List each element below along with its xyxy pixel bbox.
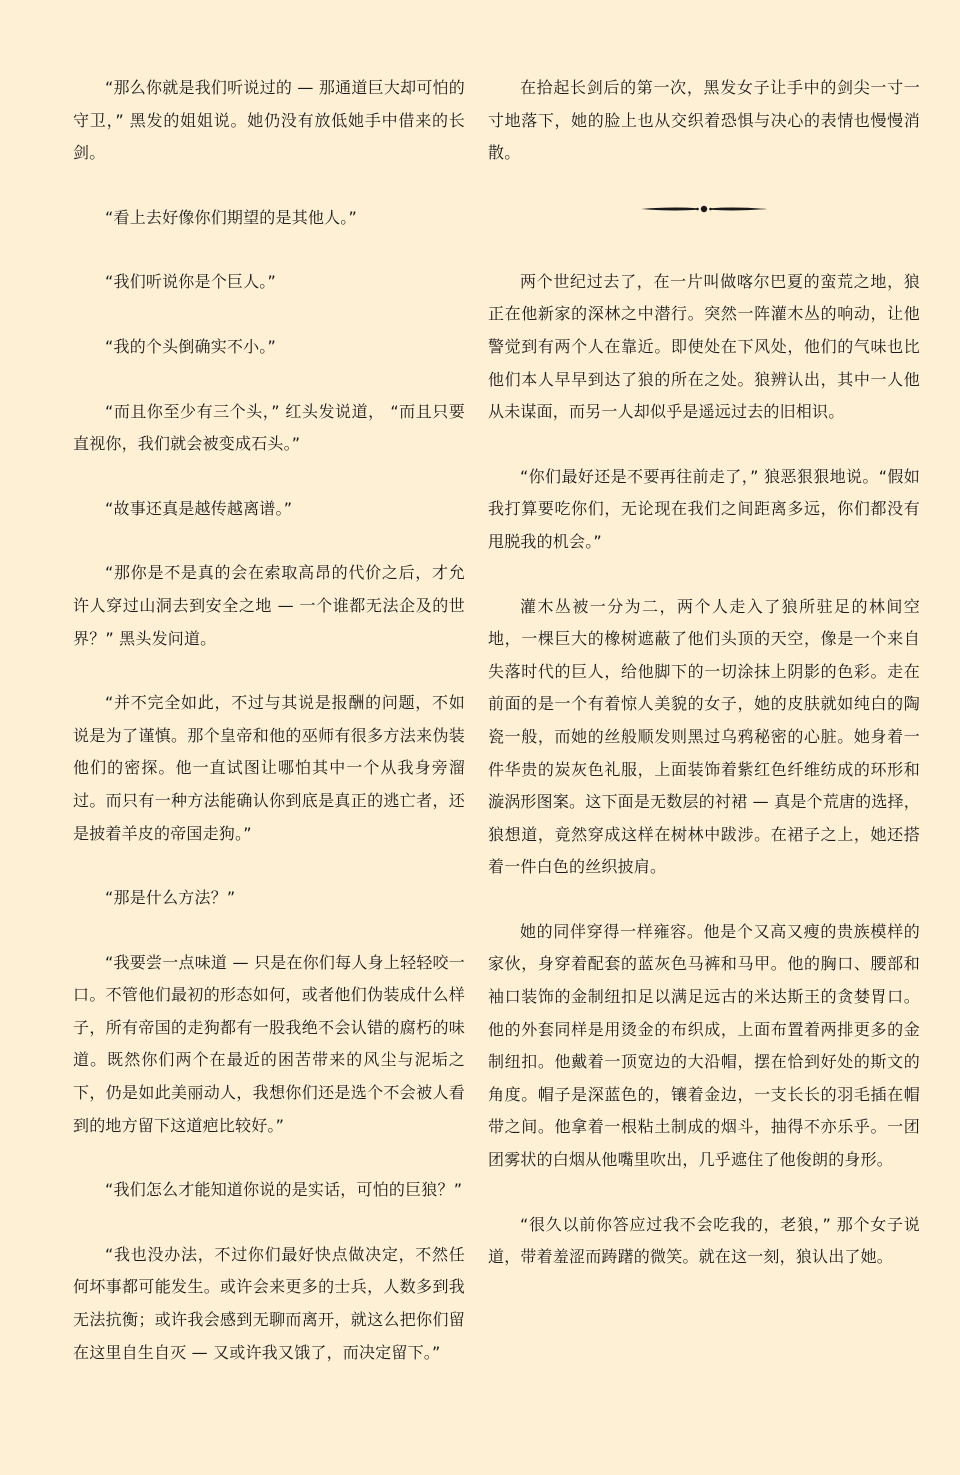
paragraph: “那么你就是我们听说过的 — 那通道巨大却可怕的守卫，” 黑发的姐姐说。她仍没有放低她手中借来的长剑。 — [73, 78, 465, 163]
paragraph: “很久以前你答应过我不会吃我的，老狼，” 那个女子说道，带着羞涩而踌躇的微笑。就在这一刻，狼认出了她。 — [488, 1214, 920, 1267]
paragraph: “我要尝一点味道 — 只是在你们每人身上轻轻咬一口。不管他们最初的形态如何，或者他们伪装成什么样子，所有帝国的走狗都有一股我绝不会认错的腐朽的味道。既然你们两个在最近的困苦带来的风尘与泥垢之下，仍是如此美丽动人，我想你们还是选个不会被人看到的地方留下这道疤比较好。” — [73, 952, 465, 1135]
paragraph: “我的个头倒确实不小。” — [105, 336, 276, 356]
paragraph: 两个世纪过去了，在一片叫做喀尔巴夏的蛮荒之地，狼正在他新家的深林之中潜行。突然一阵灌木丛的响动，让他警觉到有两个人在靠近。即使处在下风处，他们的气味也比他们本人早早到达了狼的所在之处。狼辨认出，其中一人他从未谋面，而另一人却似乎是遥远过去的旧相识。 — [488, 271, 920, 422]
paragraph: 她的同伴穿得一样雍容。他是个又高又瘦的贵族模样的家伙，身穿着配套的蓝灰色马裤和马甲。他的胸口、腰部和袖口装饰的金制纽扣足以满足远古的米达斯王的贪婪胃口。他的外套同样是用烫金的布织成，上面布置着两排更多的金制纽扣。他戴着一顶宽边的大沿帽，摆在恰到好处的斯文的角度。帽子是深蓝色的，镶着金边，一支长长的羽毛插在帽带之间。他拿着一根粘土制成的烟斗，抽得不亦乐乎。一团团雾状的白烟从他嘴里吹出，几乎遮住了他俊朗的身形。 — [488, 921, 920, 1170]
paragraph: 灌木丛被一分为二，两个人走入了狼所驻足的林间空地，一棵巨大的橡树遮蔽了他们头顶的天空，像是一个来自失落时代的巨人，给他脚下的一切涂抹上阴影的色彩。走在前面的是一个有着惊人美貌的女子，她的皮肤就如纯白的陶瓷一般，而她的丝般顺发则黑过乌鸦秘密的心脏。她身着一件华贵的炭灰色礼服，上面装饰着紫红色纤维纺成的环形和漩涡形图案。这下面是无数层的衬裙 — 真是个荒唐的选择，狼想道，竟然穿成这样在树林中跋涉。在裙子之上，她还搭着一件白色的丝织披肩。 — [488, 596, 920, 877]
paragraph: “故事还真是越传越离谱。” — [105, 498, 293, 518]
right-column — [488, 72, 920, 1306]
paragraph: “看上去好像你们期望的是其他人。” — [105, 207, 357, 227]
paragraph: “而且你至少有三个头，” 红头发说道， “而且只要直视你，我们就会被变成石头。” — [73, 401, 465, 454]
ornamental-divider-icon — [641, 202, 767, 216]
paragraph: “我们怎么才能知道你说的是实话，可怕的巨狼？” — [105, 1180, 463, 1200]
paragraph: “那是什么方法？” — [105, 888, 236, 908]
left-column — [73, 72, 465, 1401]
paragraph: “那你是不是真的会在索取高昂的代价之后，才允许人穿过山洞去到安全之地 — 一个谁都无法企及的世界？” 黑头发问道。 — [73, 563, 465, 648]
paragraph: “我们听说你是个巨人。” — [105, 272, 276, 292]
paragraph: 在拾起长剑后的第一次，黑发女子让手中的剑尖一寸一寸地落下，她的脸上也从交织着恐惧与决心的表情也慢慢消散。 — [488, 78, 920, 163]
paragraph: “我也没办法，不过你们最好快点做决定，不然任何坏事都可能发生。或许会来更多的士兵，人数多到我无法抗衡；或许我会感到无聊而离开，就这么把你们留在这里自生自灭 — 又或许我又饿了，而决定留下。” — [73, 1244, 465, 1362]
paragraph: “并不完全如此，不过与其说是报酬的问题，不如说是为了谨慎。那个皇帝和他的巫师有很多方法来伪装他们的密探。他一直试图让哪怕其中一个从我身旁溜过。而只有一种方法能确认你到底是真正的逃亡者，还是披着羊皮的帝国走狗。” — [73, 693, 465, 843]
paragraph: “你们最好还是不要再往前走了，” 狼恶狠狠地说。“假如我打算要吃你们，无论现在我们之间距离多远，你们都没有甩脱我的机会。” — [488, 466, 920, 551]
